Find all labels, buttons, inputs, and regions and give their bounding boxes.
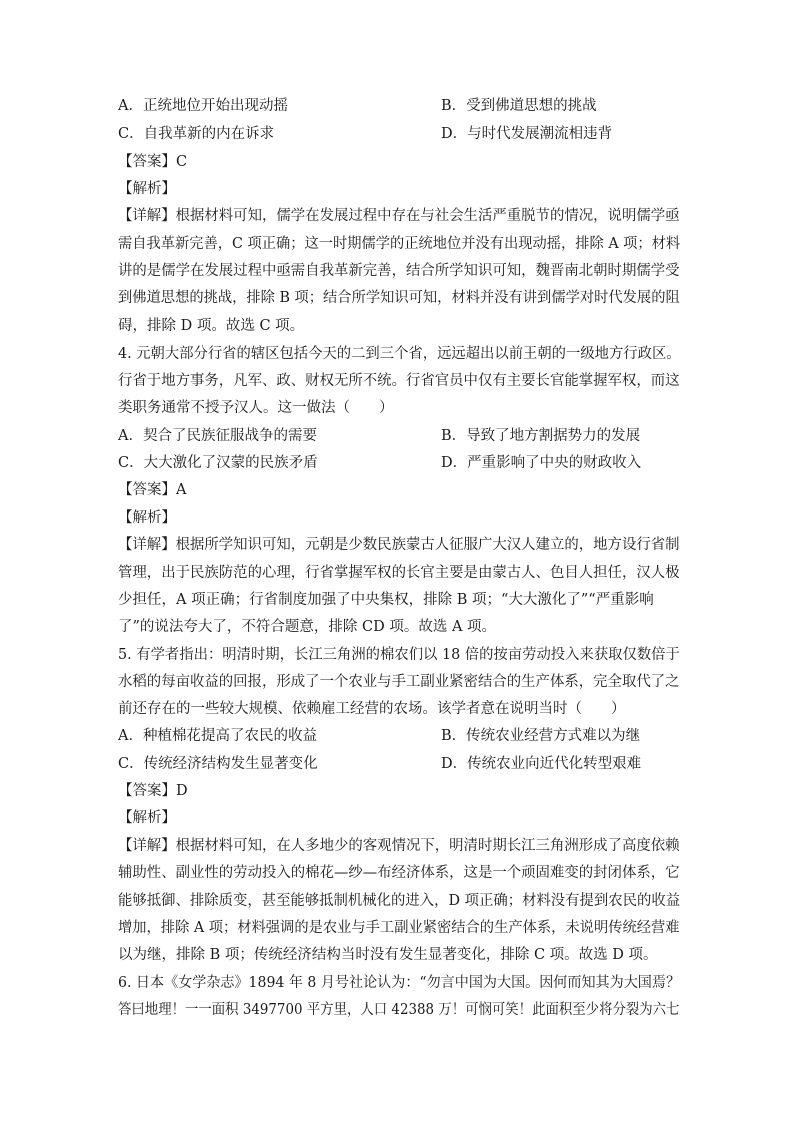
q5-analysis-label: 【解析】 — [118, 810, 176, 826]
q3-detail-line: 讲的是儒学在发展过程中亟需自我革新完善，结合所学知识可知，魏晋南北朝时期儒学受 — [118, 263, 680, 279]
q4-option-row-1 — [118, 426, 680, 446]
q3-detail-line: 到佛道思想的挑战，排除 B 项；结合所学知识可知，材料并没有讲到儒学对时代发展的阻 — [118, 290, 680, 306]
q5-option-c: C．传统经济结构发生显著变化 — [118, 756, 318, 772]
q5-detail-line: 增加，排除 A 项；材料强调的是农业与手工副业紧密结合的生产体系，未说明传统经营难 — [118, 920, 680, 936]
q5-stem-line: 水稻的每亩收益的回报，形成了一个农业与手工副业紧密结合的生产体系，完全取代了之 — [118, 674, 680, 690]
q3-option-c: C．自我革新的内在诉求 — [118, 126, 275, 142]
q5-answer: 【答案】D — [118, 783, 188, 799]
q4-option-row-2 — [118, 453, 680, 473]
q5-option-d: D．传统农业向近代化转型艰难 — [441, 756, 642, 772]
q4-stem-line: 4. 元朝大部分行省的辖区包括今天的二到三个省，远远超出以前王朝的一级地方行政区。 — [118, 346, 681, 362]
q5-option-row-2 — [118, 754, 680, 774]
q5-stem-line: 5. 有学者指出：明清时期，长江三角洲的棉农们以 18 倍的按亩劳动投入来获取仅数倍于 — [118, 647, 680, 663]
q3-option-row-2 — [118, 124, 680, 144]
q4-stem-line: 行省于地方事务，凡军、政、财权无所不统。行省官员中仅有主要长官能掌握军权，而这 — [118, 373, 680, 389]
q3-option-a: A．正统地位开始出现动摇 — [118, 98, 288, 114]
q3-analysis-label: 【解析】 — [118, 181, 176, 197]
q5-detail-line: 能够抵御、排除质变，甚至能够抵制机械化的进入，D 项正确；材料没有提到农民的收益 — [118, 893, 681, 909]
q4-option-c: C．大大激化了汉蒙的民族矛盾 — [118, 455, 318, 471]
q5-detail-line: 【详解】根据材料可知，在人多地少的客观情况下，明清时期长江三角洲形成了高度依赖 — [118, 838, 680, 854]
q3-answer: 【答案】C — [118, 154, 188, 170]
q4-stem-line: 类职务通常不授予汉人。这一做法（ ） — [118, 400, 394, 416]
q5-option-row-1 — [118, 726, 680, 746]
q4-detail-line: 管理，出于民族防范的心理，行省掌握军权的长官主要是由蒙古人、色目人担任，汉人极 — [118, 565, 680, 581]
q5-option-a: A．种植棉花提高了农民的收益 — [118, 728, 317, 744]
q4-detail-line: 少担任，A 项正确；行省制度加强了中央集权，排除 B 项；“大大激化了”“严重影响 — [118, 592, 654, 608]
q3-option-b: B．受到佛道思想的挑战 — [441, 98, 597, 114]
q4-detail-line: 【详解】根据所学知识可知，元朝是少数民族蒙古人征服广大汉人建立的，地方设行省制 — [118, 537, 680, 553]
q5-detail-line: 以为继，排除 B 项；传统经济结构当时没有发生显著变化，排除 C 项。故选 D 项。 — [118, 947, 658, 963]
q3-option-d: D．与时代发展潮流相违背 — [441, 126, 613, 142]
q5-option-b: B．传统农业经营方式难以为继 — [441, 728, 641, 744]
q3-detail-line: 需自我革新完善，C 项正确；这一时期儒学的正统地位并没有出现动摇，排除 A 项；材料 — [118, 236, 681, 252]
q3-detail-line: 【详解】根据材料可知，儒学在发展过程中存在与社会生活严重脱节的情况，说明儒学亟 — [118, 208, 680, 224]
q5-detail-line: 辅助性、副业性的劳动投入的棉花—纱—布经济体系，这是一个顽固难变的封闭体系，它 — [118, 865, 680, 881]
q4-option-d: D．严重影响了中央的财政收入 — [441, 455, 642, 471]
q4-detail-line: 了”的说法夸大了，不符合题意，排除 CD 项。故选 A 项。 — [118, 619, 497, 635]
q4-answer: 【答案】A — [118, 482, 187, 498]
q4-option-b: B．导致了地方割据势力的发展 — [441, 428, 641, 444]
q3-option-row-1 — [118, 96, 680, 116]
q4-option-a: A．契合了民族征服战争的需要 — [118, 428, 317, 444]
q3-detail-line: 碍，排除 D 项。故选 C 项。 — [118, 318, 305, 334]
q6-stem-line: 6. 日本《女学杂志》1894 年 8 月号社论认为：“勿言中国为大国。因何而知其为大国焉？ — [118, 975, 681, 991]
q5-stem-line: 前还存在的一些较大规模、依赖雇工经营的农场。该学者意在说明当时（ ） — [118, 701, 626, 717]
q4-analysis-label: 【解析】 — [118, 510, 176, 526]
q6-stem-line: 答曰地理！一一面积 3497700 平方里，人口 42388 万！可悯可笑！此面积至少将分裂为六七 — [118, 1002, 680, 1018]
